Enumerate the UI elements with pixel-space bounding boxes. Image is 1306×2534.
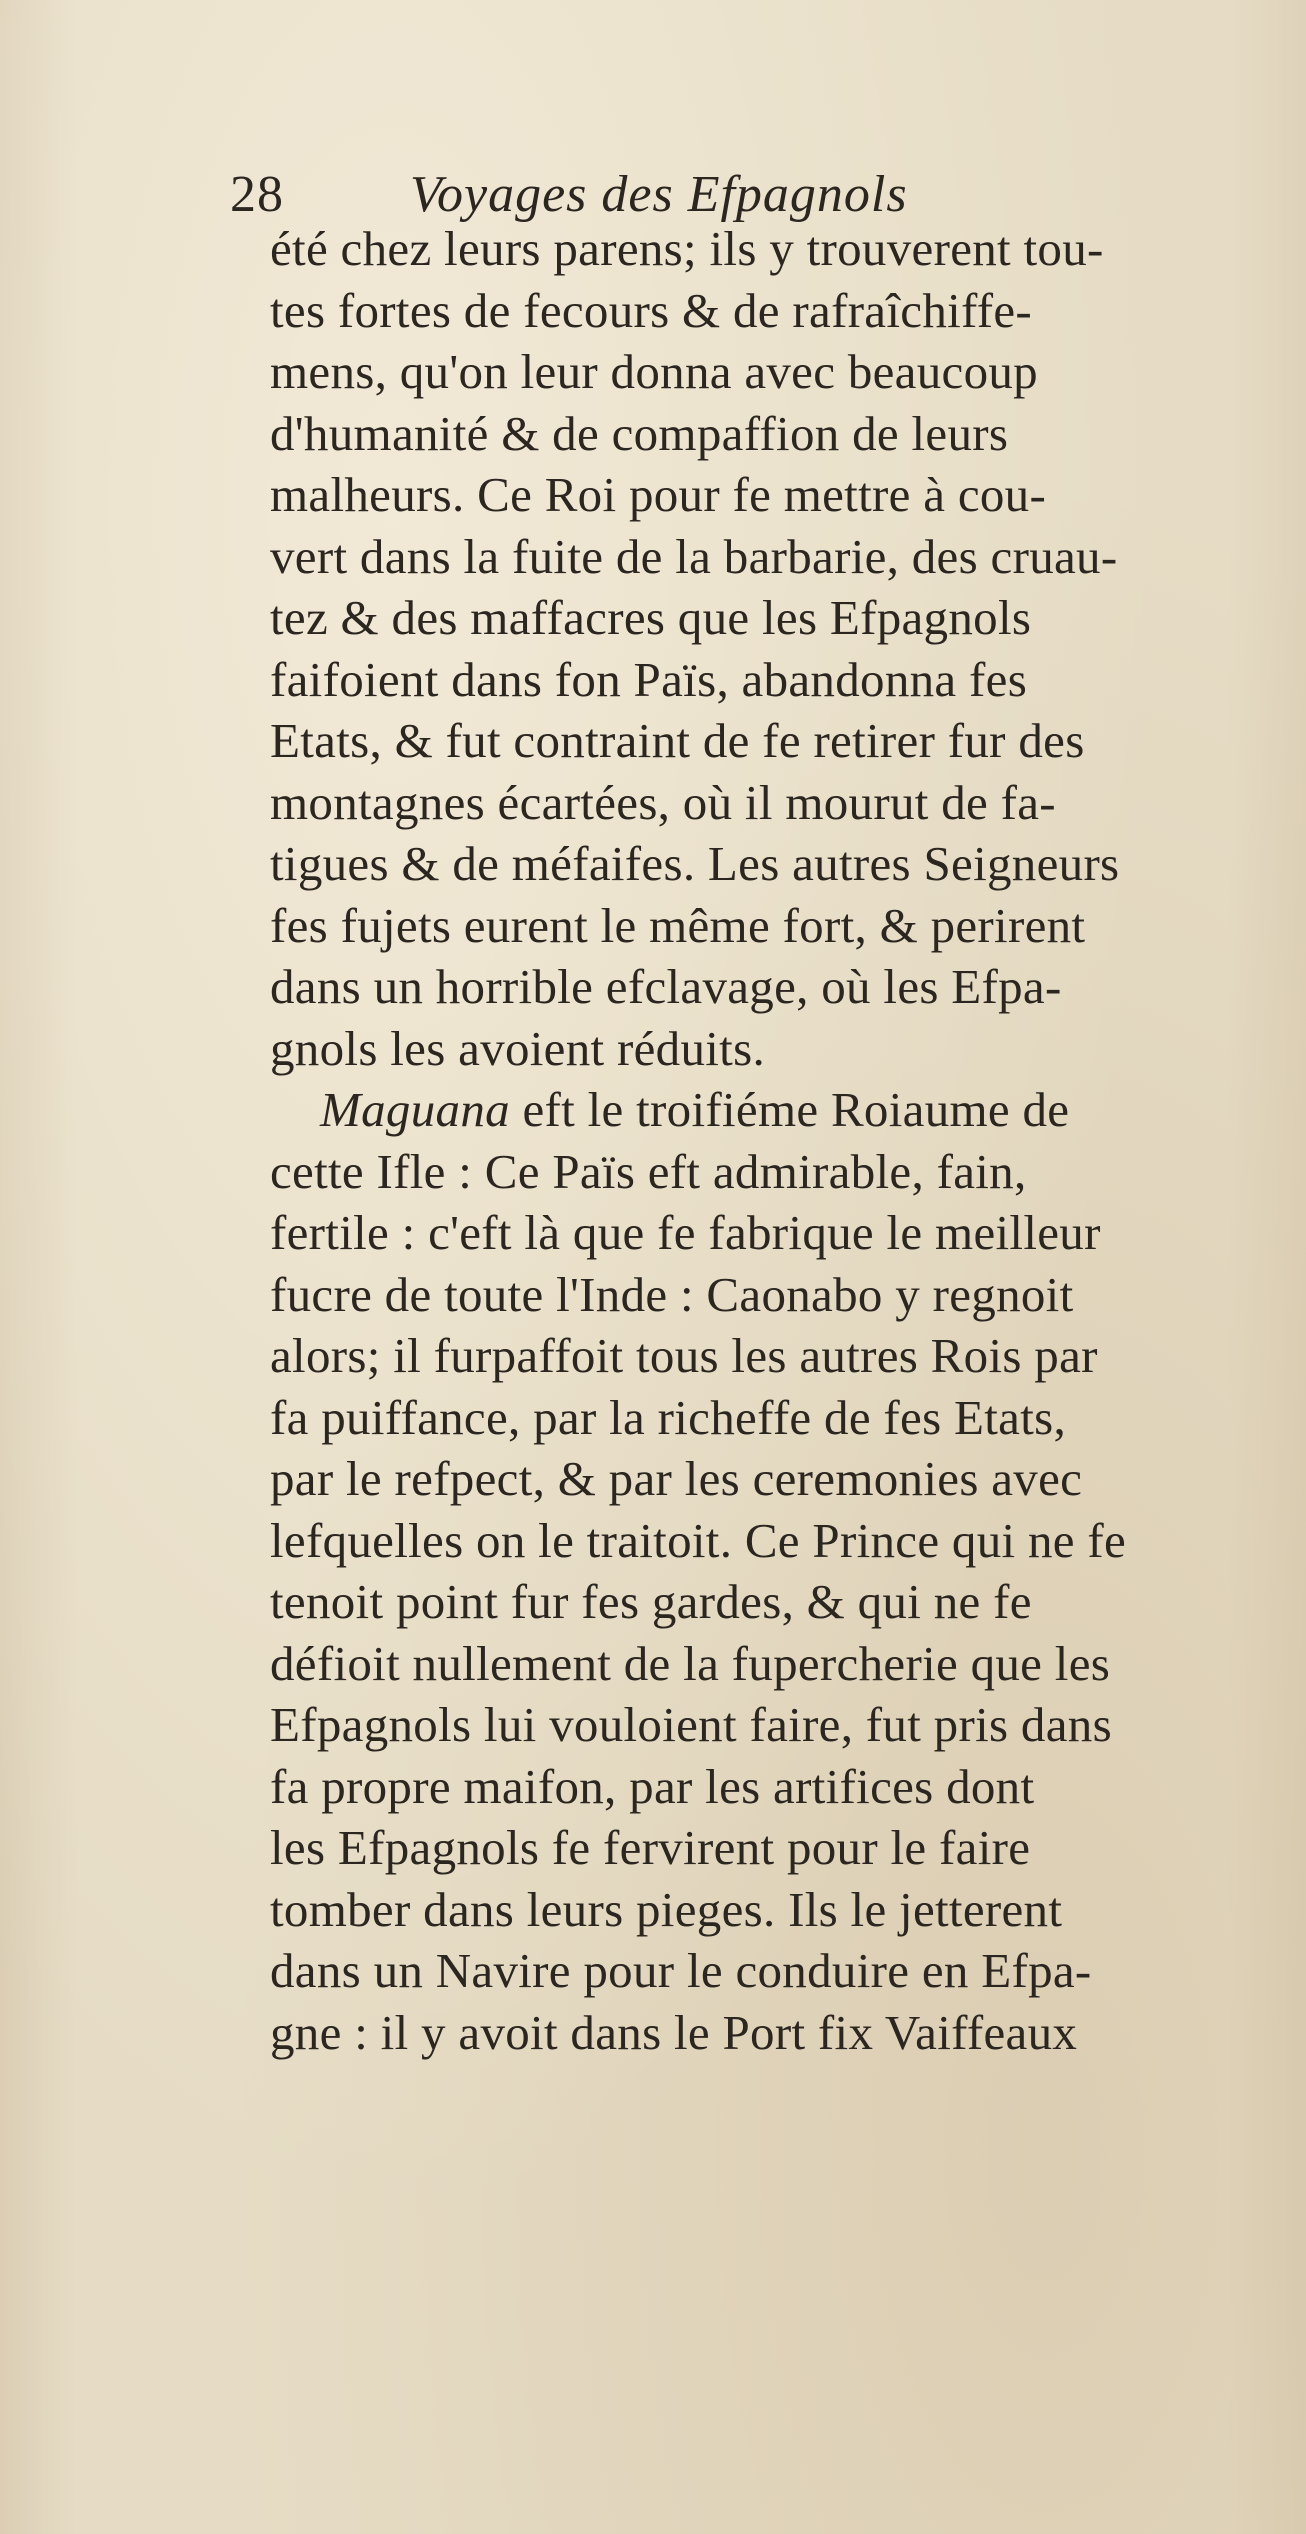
running-head-title: Voyages des Efpagnols	[410, 166, 908, 223]
text-line: tes fortes de fecours & de rafraîchiffe-	[270, 282, 1033, 338]
text-line: alors; il furpaffoit tous les autres Rois par	[270, 1328, 1098, 1383]
text-line: montagnes écartées, où il mourut de fa-	[270, 774, 1056, 830]
text-line-rest: eft le troifiéme Roiaume de	[509, 1082, 1070, 1137]
text-line: dans un horrible efclavage, où les Efpa-	[270, 959, 1062, 1014]
text-line: d'humanité & de compaffion de leurs	[270, 405, 1009, 461]
text-line: tomber dans leurs pieges. Ils le jetterent	[270, 1881, 1063, 1937]
text-line: défioit nullement de la fupercherie que les	[270, 1635, 1111, 1691]
text-line: malheurs. Ce Roi pour fe mettre à cou-	[270, 467, 1047, 522]
text-line: tenoit point fur fes gardes, & qui ne fe	[270, 1574, 1032, 1629]
text-line: été chez leurs parens; ils y trouverent tou-	[270, 221, 1104, 276]
text-line: fucre de toute l'Inde : Caonabo y regnoit	[270, 1266, 1074, 1322]
text-line: gne : il y avoit dans le Port fix Vaiffeaux	[270, 2004, 1078, 2060]
text-line: tez & des maffacres que les Efpagnols	[270, 590, 1032, 645]
body-text	[270, 218, 1230, 2063]
kingdom-name: Maguana	[320, 1082, 510, 1137]
text-line: par le refpect, & par les ceremonies avec	[270, 1451, 1083, 1506]
text-line: lefquelles on le traitoit. Ce Prince qui ne fe	[270, 1512, 1127, 1568]
text-line: Efpagnols lui vouloient faire, fut pris dans	[270, 1697, 1112, 1752]
text-line: fes fujets eurent le même fort, & perirent	[270, 897, 1086, 953]
text-line: dans un Navire pour le conduire en Efpa-	[270, 1943, 1092, 1998]
text-line: fa propre maifon, par les artifices dont	[270, 1758, 1035, 1814]
text-line: faifoient dans fon Païs, abandonna fes	[270, 651, 1028, 707]
text-line: vert dans la fuite de la barbarie, des cruau-	[270, 528, 1118, 584]
text-line-paragraph-start	[270, 1079, 1230, 1141]
text-line: gnols les avoient réduits.	[270, 1020, 766, 1076]
text-line: fa puiffance, par la richeffe de fes Etats,	[270, 1389, 1067, 1445]
text-line: Etats, & fut contraint de fe retirer fur des	[270, 713, 1085, 768]
text-line: tigues & de méfaifes. Les autres Seigneurs	[270, 836, 1120, 891]
text-line: mens, qu'on leur donna avec beaucoup	[270, 344, 1038, 399]
text-line: les Efpagnols fe fervirent pour le faire	[270, 1820, 1031, 1875]
text-line: fertile : c'eft là que fe fabrique le meilleur	[270, 1205, 1101, 1260]
text-line: cette Ifle : Ce Païs eft admirable, fain,	[270, 1143, 1027, 1199]
page-number: 28	[230, 166, 284, 223]
